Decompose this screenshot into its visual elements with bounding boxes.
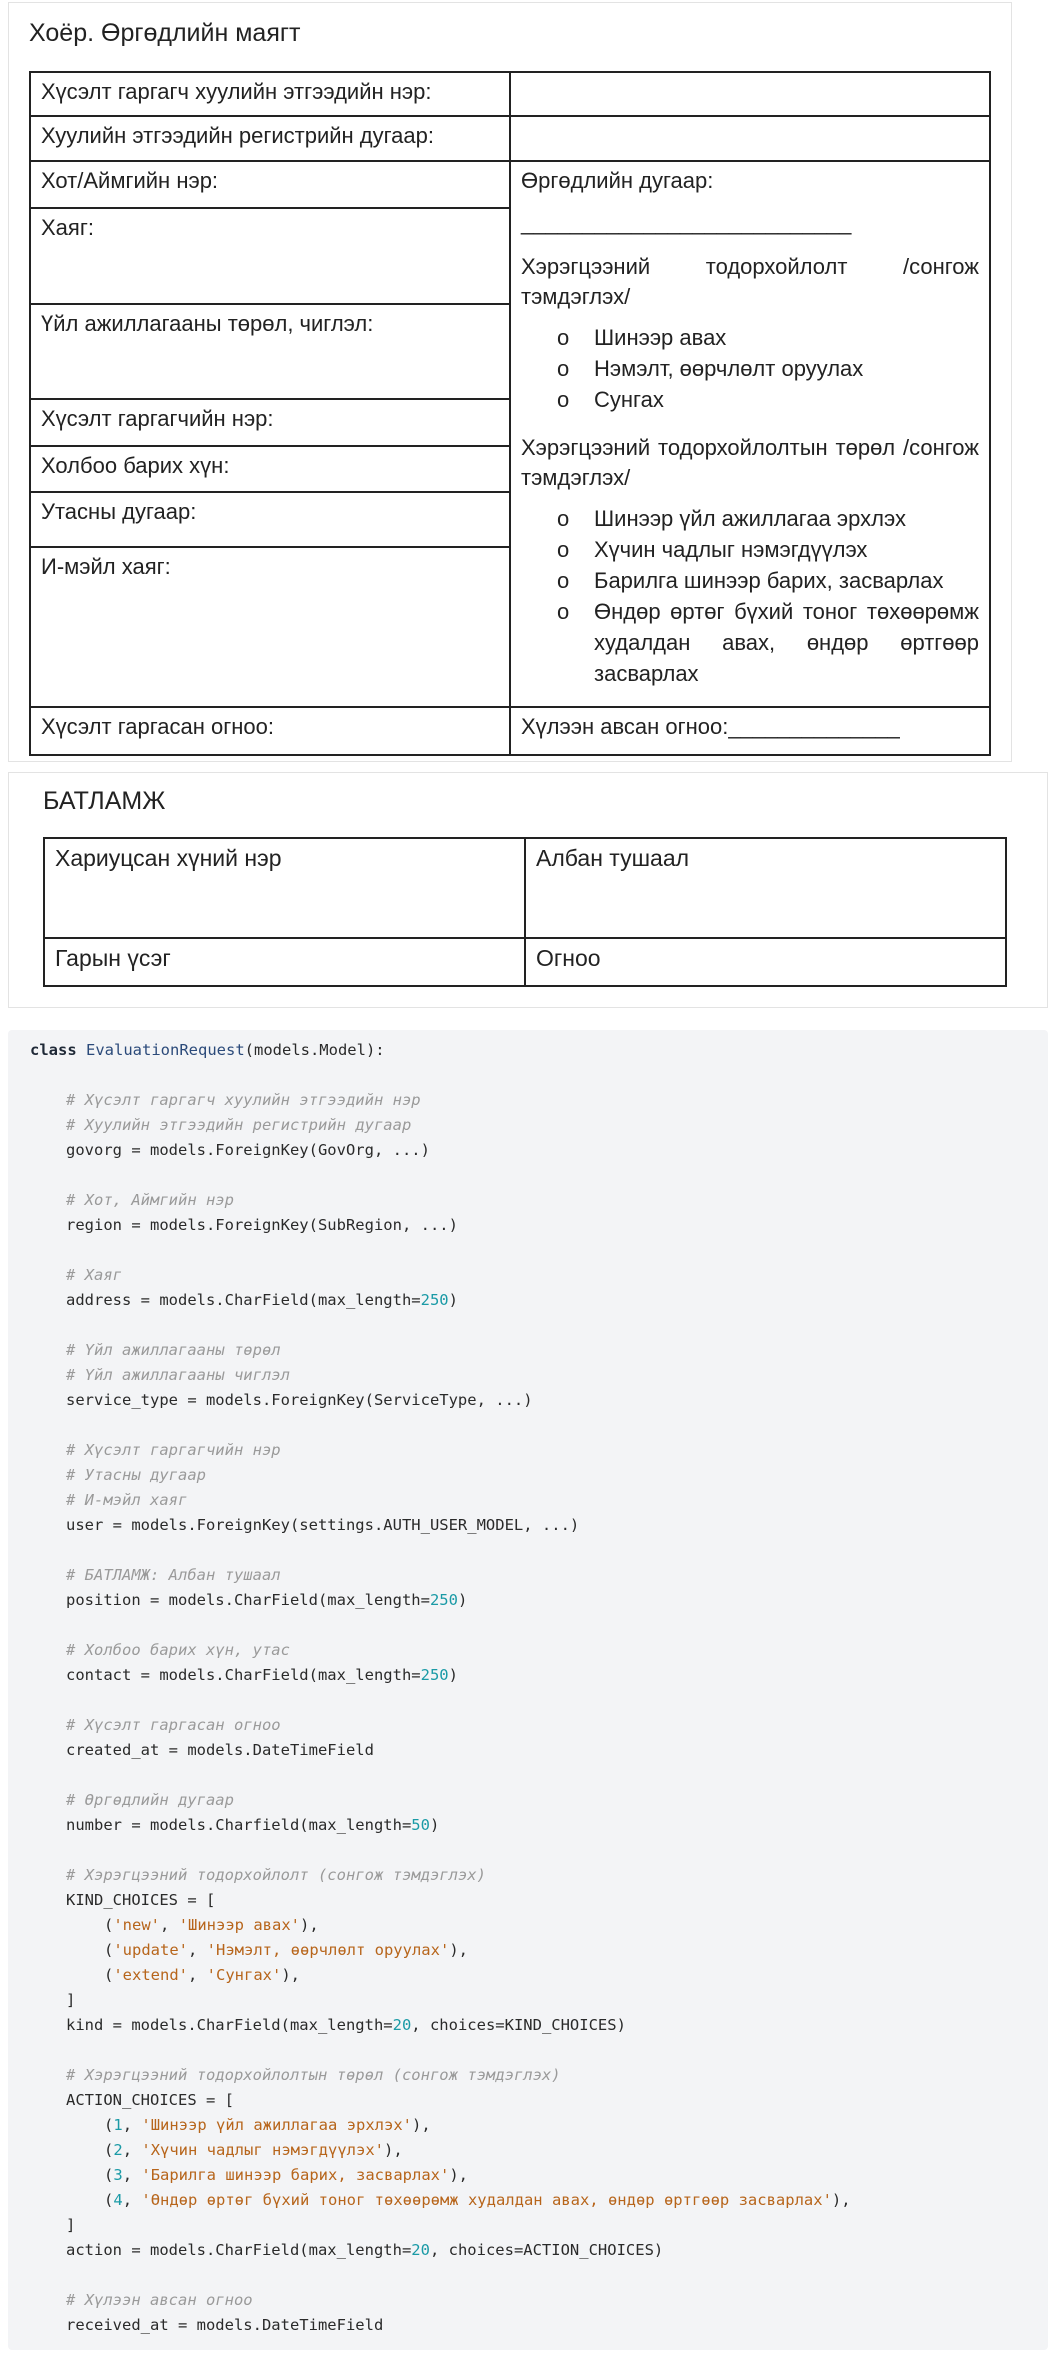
- address-field[interactable]: Хаяг:: [31, 209, 509, 305]
- code-line: number = models.Charfield(max_length=50): [66, 1816, 440, 1834]
- code-comment: # Хүсэлт гаргагчийн нэр: [66, 1441, 281, 1459]
- code-comment: # Утасны дугаар: [66, 1466, 206, 1484]
- contact-person-field[interactable]: Холбоо барих хүн:: [31, 447, 509, 493]
- application-number-line[interactable]: ___________________________: [521, 210, 852, 235]
- responsible-name-label: Хариуцсан хүний нэр: [55, 845, 282, 871]
- type-option-3[interactable]: [557, 565, 979, 596]
- approval-title: БАТЛАМЖ: [43, 787, 166, 815]
- type-options-list: [521, 503, 979, 689]
- application-number-label: Өргөдлийн дугаар:: [521, 168, 714, 193]
- code-line: KIND_CHOICES = [: [66, 1891, 216, 1909]
- submitted-date-label: Хүсэлт гаргасан огноо:: [41, 714, 274, 739]
- application-form-panel: [8, 2, 1012, 762]
- received-date-label: Хүлээн авсан огноо:______________: [521, 714, 900, 739]
- signature-cell[interactable]: [44, 938, 525, 986]
- code-line: created_at = models.DateTimeField: [66, 1741, 374, 1759]
- type-option-label: Өндөр өртөг бүхий тоног төхөөрөмж худалдан авах, өндөр өртгөөр засварлах: [594, 599, 979, 686]
- bullet-icon: o: [557, 599, 570, 624]
- code-line: govorg = models.ForeignKey(GovOrg, ...): [66, 1141, 430, 1159]
- code-comment: # БАТЛАМЖ: Албан тушаал: [66, 1566, 281, 1584]
- code-comment: # Хот, Аймгийн нэр: [66, 1191, 234, 1209]
- activity-type-field[interactable]: Үйл ажиллагааны төрөл, чиглэл:: [31, 305, 509, 400]
- code-line: position = models.CharField(max_length=250): [66, 1591, 468, 1609]
- date-cell[interactable]: [525, 938, 1006, 986]
- code-line: ('extend', 'Сунгах'),: [104, 1966, 300, 1984]
- position-cell[interactable]: [525, 838, 1006, 938]
- code-line: ('update', 'Нэмэлт, өөрчлөлт оруулах'),: [104, 1941, 468, 1959]
- kind-option-extend[interactable]: [557, 384, 979, 415]
- bullet-icon: o: [557, 537, 570, 562]
- registration-number-cell[interactable]: [30, 116, 510, 161]
- code-comment: # Хүсэлт гаргасан огноо: [66, 1716, 281, 1734]
- type-option-2[interactable]: [557, 534, 979, 565]
- kind-option-label: Сунгах: [594, 387, 664, 412]
- form-title: Хоёр. Өргөдлийн маягт: [29, 19, 301, 47]
- code-line: action = models.CharField(max_length=20, choices=ACTION_CHOICES): [66, 2241, 664, 2259]
- code-comment: # Хэрэгцээний тодорхойлолт (сонгож тэмдэглэх): [66, 1866, 486, 1884]
- code-line: address = models.CharField(max_length=250): [66, 1291, 458, 1309]
- code-comment: # Хаяг: [66, 1266, 122, 1284]
- type-heading: Хэрэгцээний тодорхойлолтын төрөл /сонгож тэмдэглэх/: [521, 435, 979, 490]
- kind-option-label: Нэмэлт, өөрчлөлт оруулах: [594, 356, 864, 381]
- code-line: user = models.ForeignKey(settings.AUTH_USER_MODEL, ...): [66, 1516, 580, 1534]
- code-line: ]: [66, 1991, 76, 2009]
- type-option-4[interactable]: [557, 596, 979, 689]
- submitted-date-cell[interactable]: [30, 707, 510, 755]
- code-comment: # И-мэйл хаяг: [66, 1491, 188, 1509]
- registration-number-label: Хуулийн этгээдийн регистрийн дугаар:: [41, 123, 435, 148]
- type-option-label: Барилга шинээр барих, засварлах: [594, 568, 944, 593]
- left-details-cell: [30, 161, 510, 707]
- kind-option-label: Шинээр авах: [594, 325, 727, 350]
- applicant-entity-name-cell[interactable]: [30, 72, 510, 116]
- received-date-cell[interactable]: [510, 707, 990, 755]
- date-label: Огноо: [536, 945, 601, 971]
- type-option-label: Шинээр үйл ажиллагаа эрхлэх: [594, 506, 906, 531]
- registration-number-value[interactable]: [510, 116, 990, 161]
- class-name: EvaluationRequest: [86, 1041, 245, 1059]
- code-comment: # Хүлээн авсан огноо: [66, 2291, 253, 2309]
- responsible-name-cell[interactable]: [44, 838, 525, 938]
- code-line: received_at = models.DateTimeField: [66, 2316, 384, 2334]
- code-comment: # Хуулийн этгээдийн регистрийн дугаар: [66, 1116, 412, 1134]
- email-field[interactable]: И-мэйл хаяг:: [41, 554, 171, 579]
- phone-number-field[interactable]: Утасны дугаар:: [31, 493, 509, 548]
- kind-option-update[interactable]: [557, 353, 979, 384]
- code-comment: # Үйл ажиллагааны чиглэл: [66, 1366, 290, 1384]
- kind-options-list: [521, 322, 979, 415]
- code-line: region = models.ForeignKey(SubRegion, ...): [66, 1216, 458, 1234]
- signature-label: Гарын үсэг: [55, 945, 171, 971]
- position-label: Албан тушаал: [536, 845, 690, 871]
- code-comment: # Холбоо барих хүн, утас: [66, 1641, 290, 1659]
- code-line: class EvaluationRequest(models.Model):: [30, 1041, 385, 1059]
- approval-panel: [8, 772, 1048, 1008]
- code-line: ]: [66, 2216, 76, 2234]
- applicant-entity-name-label: Хүсэлт гаргагч хуулийн этгээдийн нэр:: [41, 79, 432, 104]
- code-line: (3, 'Барилга шинээр барих, засварлах'),: [104, 2166, 468, 2184]
- type-option-1[interactable]: [557, 503, 979, 534]
- code-line: (1, 'Шинээр үйл ажиллагаа эрхлэх'),: [104, 2116, 431, 2134]
- bullet-icon: o: [557, 568, 570, 593]
- type-option-label: Хүчин чадлыг нэмэгдүүлэх: [594, 537, 868, 562]
- code-comment: # Өргөдлийн дугаар: [66, 1791, 234, 1809]
- code-line: (4, 'Өндөр өртөг бүхий тоног төхөөрөмж худалдан авах, өндөр өртгөөр засварлах'),: [104, 2191, 851, 2209]
- applicant-entity-name-value[interactable]: [510, 72, 990, 116]
- code-line: ACTION_CHOICES = [: [66, 2091, 234, 2109]
- code-block: [8, 1030, 1048, 2350]
- code-comment: # Хүсэлт гаргагч хуулийн этгээдийн нэр: [66, 1091, 421, 1109]
- code-line: ('new', 'Шинээр авах'),: [104, 1916, 319, 1934]
- bullet-icon: o: [557, 506, 570, 531]
- right-details-cell: [510, 161, 990, 707]
- code-comment: # Үйл ажиллагааны төрөл: [66, 1341, 281, 1359]
- approval-table: [43, 837, 1007, 987]
- code-line: (2, 'Хүчин чадлыг нэмэгдүүлэх'),: [104, 2141, 403, 2159]
- kind-heading: Хэрэгцээний тодорхойлолт /сонгож тэмдэглэх/: [521, 254, 979, 309]
- code-line: kind = models.CharField(max_length=20, choices=KIND_CHOICES): [66, 2016, 626, 2034]
- applicant-name-field[interactable]: Хүсэлт гаргагчийн нэр:: [31, 400, 509, 447]
- bullet-icon: o: [557, 325, 570, 350]
- application-form-table: [29, 71, 991, 756]
- city-aimag-field[interactable]: Хот/Аймгийн нэр:: [31, 162, 509, 209]
- bullet-icon: o: [557, 387, 570, 412]
- kind-option-new[interactable]: [557, 322, 979, 353]
- code-line: service_type = models.ForeignKey(ServiceType, ...): [66, 1391, 533, 1409]
- code-line: contact = models.CharField(max_length=250): [66, 1666, 458, 1684]
- bullet-icon: o: [557, 356, 570, 381]
- code-comment: # Хэрэгцээний тодорхойлолтын төрөл (сонгож тэмдэглэх): [66, 2066, 561, 2084]
